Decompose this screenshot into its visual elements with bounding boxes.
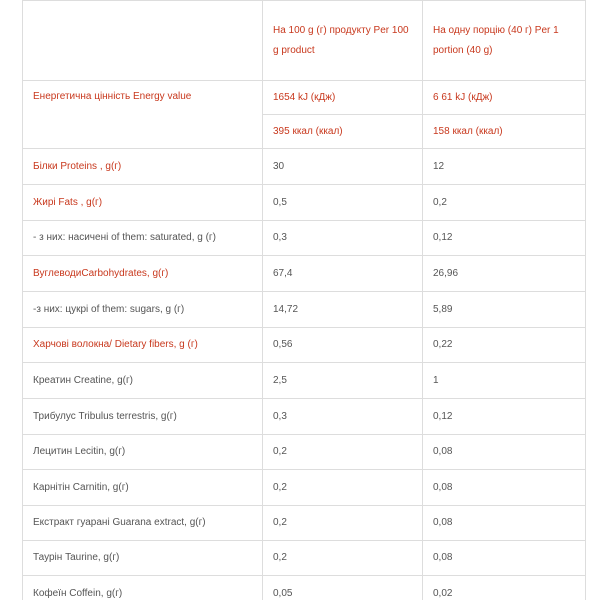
row-per100-value: 2,5 [263,363,423,399]
energy-kcal-per100: 395 ккал (ккал) [263,115,423,149]
row-per100-value: 14,72 [263,292,423,328]
row-per100-value: 0,2 [263,470,423,506]
row-label: - з них: насичені of them: saturated, g (г) [23,221,263,256]
table-row [23,399,586,435]
row-portion-value: 0,2 [423,185,586,221]
row-per100-value: 0,2 [263,506,423,541]
row-per100-value: 0,5 [263,185,423,221]
row-label: Жирі Fats , g(г) [23,185,263,221]
table-row [23,292,586,328]
row-portion-value: 5,89 [423,292,586,328]
row-label: Трибулус Tribulus terrestris, g(г) [23,399,263,435]
row-per100-value: 30 [263,149,423,185]
row-label: Таурін Taurine, g(г) [23,541,263,576]
table-row [23,541,586,576]
row-label: Креатин Creatine, g(г) [23,363,263,399]
row-label: Харчові волокна/ Dietary fibers, g (г) [23,328,263,363]
row-label: Карнітін Carnitin, g(г) [23,470,263,506]
row-label: ВуглеводиCarbohydrates, g(г) [23,256,263,292]
row-per100-value: 0,56 [263,328,423,363]
row-label: Кофеїн Coffein, g(г) [23,576,263,600]
table-row [23,221,586,256]
table-row [23,470,586,506]
energy-kj-portion: 6 61 kJ (кДж) [423,81,586,115]
row-portion-value: 0,08 [423,541,586,576]
row-label: Білки Proteins , g(г) [23,149,263,185]
energy-label: Енергетична цінність Energy value [23,81,263,149]
row-per100-value: 0,3 [263,399,423,435]
row-portion-value: 12 [423,149,586,185]
nutrition-table [22,0,586,600]
table-row [23,576,586,600]
row-portion-value: 0,08 [423,506,586,541]
row-label: Екстракт гуарані Guarana extract, g(г) [23,506,263,541]
row-label: -з них: цукрі of them: sugars, g (г) [23,292,263,328]
table-row [23,149,586,185]
header-per-portion: На одну порцію (40 г) Per 1 portion (40 g) [423,1,586,81]
row-portion-value: 0,02 [423,576,586,600]
header-per-100g: На 100 g (г) продукту Per 100 g product [263,1,423,81]
row-label: Лецитин Lecitin, g(г) [23,435,263,470]
row-per100-value: 0,2 [263,435,423,470]
row-per100-value: 67,4 [263,256,423,292]
row-portion-value: 0,08 [423,435,586,470]
table-row [23,185,586,221]
table-row [23,328,586,363]
row-portion-value: 0,22 [423,328,586,363]
row-per100-value: 0,3 [263,221,423,256]
row-portion-value: 26,96 [423,256,586,292]
table-row [23,363,586,399]
table-row [23,435,586,470]
table-row [23,506,586,541]
row-per100-value: 0,05 [263,576,423,600]
row-portion-value: 0,08 [423,470,586,506]
energy-kj-row [23,81,586,115]
row-portion-value: 0,12 [423,221,586,256]
table-header-row [23,1,586,81]
energy-kcal-portion: 158 ккал (ккал) [423,115,586,149]
row-portion-value: 0,12 [423,399,586,435]
table-row [23,256,586,292]
header-empty-cell [23,1,263,81]
energy-kj-per100: 1654 kJ (кДж) [263,81,423,115]
row-per100-value: 0,2 [263,541,423,576]
row-portion-value: 1 [423,363,586,399]
